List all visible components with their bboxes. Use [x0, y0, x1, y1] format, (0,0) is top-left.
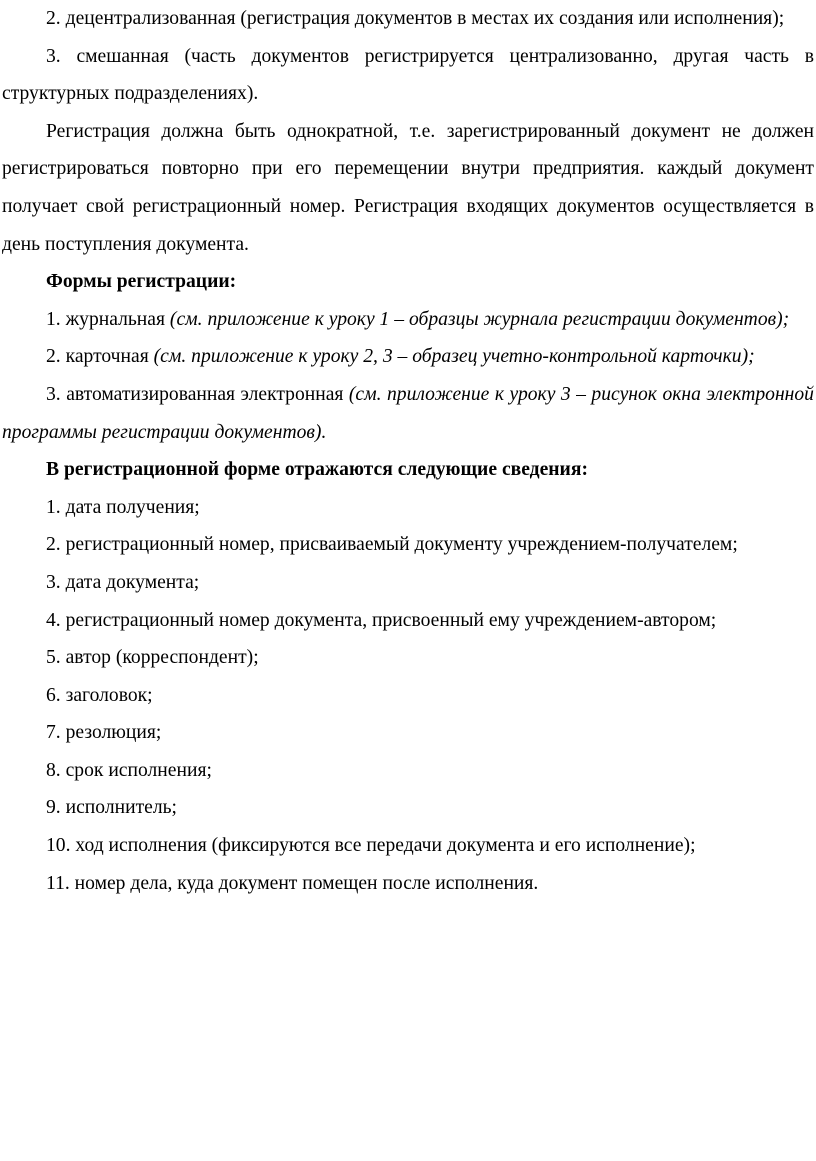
- form-name: автоматизированная электронная: [66, 383, 344, 405]
- item-text: срок исполнения;: [65, 759, 212, 781]
- item-number: 5.: [46, 647, 61, 669]
- item-number: 2.: [46, 8, 61, 29]
- item-number: 4.: [46, 609, 61, 631]
- item-number: 1.: [46, 496, 61, 518]
- field-item: [2, 865, 814, 903]
- item-number: 2.: [46, 534, 61, 556]
- field-item: [2, 489, 814, 527]
- item-number: 3.: [46, 45, 61, 67]
- field-item: [2, 752, 814, 790]
- item-number: 6.: [46, 684, 61, 706]
- field-item: [2, 677, 814, 715]
- item-number: 3.: [46, 383, 61, 405]
- field-item: [2, 564, 814, 602]
- item-number: 11.: [46, 872, 70, 894]
- list-item-decentralized: [2, 0, 814, 38]
- item-text: автор (корреспондент);: [65, 647, 259, 669]
- item-number: 3.: [46, 571, 61, 593]
- item-number: 9.: [46, 797, 61, 819]
- field-item: [2, 714, 814, 752]
- item-text: дата документа;: [65, 571, 200, 593]
- field-item: [2, 602, 814, 640]
- form-item-card: [2, 338, 814, 376]
- form-name: карточная: [65, 346, 149, 368]
- form-reference: (см. приложение к уроку 3 – рисунок окна электронной программы регистрации документов).: [2, 383, 814, 443]
- forms-heading: Формы регистрации:: [46, 271, 237, 293]
- field-item: [2, 526, 814, 564]
- form-item-journal: [2, 301, 814, 339]
- item-number: 2.: [46, 346, 61, 368]
- item-text: ход исполнения (фиксируются все передачи документа и его исполнение);: [75, 835, 696, 857]
- item-text: номер дела, куда документ помещен после исполнения.: [74, 872, 539, 894]
- item-text: заголовок;: [65, 684, 153, 706]
- item-number: 7.: [46, 722, 61, 744]
- list-item-mixed: [2, 38, 814, 113]
- form-item-electronic: [2, 376, 814, 451]
- field-item: [2, 639, 814, 677]
- item-text: децентрализованная (регистрация документов в местах их создания или исполнения);: [65, 8, 785, 29]
- item-text: резолюция;: [65, 722, 162, 744]
- item-text: регистрационный номер, присваиваемый документу учреждением-получателем;: [65, 534, 738, 556]
- form-name: журнальная: [65, 308, 166, 330]
- item-number: 10.: [46, 835, 71, 857]
- fields-heading: В регистрационной форме отражаются следующие сведения:: [46, 459, 588, 481]
- item-number: 8.: [46, 759, 61, 781]
- document-page: [2, 0, 814, 902]
- item-text: дата получения;: [65, 496, 200, 518]
- form-reference: (см. приложение к уроку 1 – образцы журнала регистрации документов);: [169, 308, 790, 330]
- form-reference: (см. приложение к уроку 2, 3 – образец учетно-контрольной карточки);: [153, 346, 755, 368]
- item-text: регистрационный номер документа, присвоенный ему учреждением-автором;: [65, 609, 717, 631]
- item-text: исполнитель;: [65, 797, 177, 819]
- field-item: [2, 789, 814, 827]
- field-item: [2, 827, 814, 865]
- item-text: смешанная (часть документов регистрируется централизованно, другая часть в структурных подразделениях).: [2, 45, 814, 105]
- item-number: 1.: [46, 308, 61, 330]
- registration-paragraph: Регистрация должна быть однократной, т.е. зарегистрированный документ не должен регистрироваться повторно при его перемещении внутри предприятия. каждый документ получает свой регистрационный номер. Регистрация входящих документов осуществляется в день поступления документа.: [2, 120, 814, 255]
